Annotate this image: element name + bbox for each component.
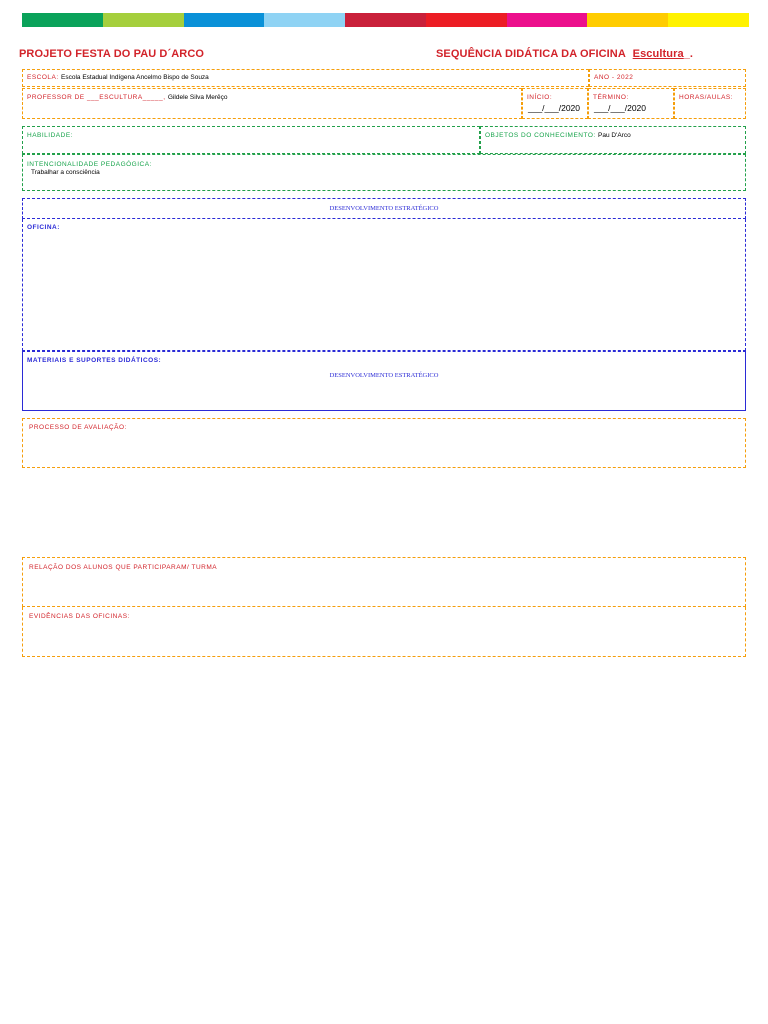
stripe-segment	[264, 13, 345, 27]
intencionalidade-cell	[22, 154, 746, 191]
sequence-title-value: Escultura	[632, 48, 684, 60]
inicio-label: INÍCIO:	[527, 94, 553, 101]
evidencias-cell	[22, 607, 746, 657]
escola-value: Escola Estadual Indígena Ancelmo Bispo de Souza	[61, 74, 209, 81]
professor-label: PROFESSOR DE ___ESCULTURA_____,	[27, 94, 166, 101]
stripe-segment	[22, 13, 103, 27]
sequence-title-prefix: SEQUÊNCIA DIDÁTICA DA OFICINA	[436, 48, 626, 60]
inicio-value: ___/___/2020	[528, 103, 580, 113]
evidencias-label: EVIDÊNCIAS DAS OFICINAS:	[29, 613, 130, 620]
inicio-cell	[522, 88, 588, 119]
color-stripe	[22, 13, 749, 27]
desenvolvimento-heading: DESENVOLVIMENTO ESTRATÉGICO	[329, 205, 439, 212]
horas-label: HORAS/AULAS:	[679, 94, 734, 101]
oficina-cell	[22, 219, 746, 351]
stripe-segment	[345, 13, 426, 27]
intencionalidade-label: INTENCIONALIDADE PEDAGÓGICA:	[27, 161, 152, 168]
sequence-title-suffix: _.	[683, 48, 694, 60]
objetos-label: OBJETOS DO CONHECIMENTO:	[485, 132, 596, 139]
intencionalidade-value: Trabalhar a consciência	[31, 169, 100, 176]
avaliacao-cell	[22, 418, 746, 468]
ano-cell	[589, 69, 746, 87]
professor-cell	[22, 88, 522, 119]
habilidade-cell	[22, 126, 480, 154]
materiais-label: MATERIAIS E SUPORTES DIDÁTICOS:	[27, 357, 162, 364]
objetos-cell	[480, 126, 746, 154]
stripe-segment	[668, 13, 749, 27]
stripe-segment	[507, 13, 588, 27]
sequence-title	[436, 48, 693, 60]
habilidade-label: HABILIDADE:	[27, 132, 73, 139]
relacao-cell	[22, 557, 746, 607]
stripe-segment	[426, 13, 507, 27]
relacao-label: RELAÇÃO DOS ALUNOS QUE PARTICIPARAM/ TURMA	[29, 564, 218, 571]
termino-value: ___/___/2020	[594, 103, 646, 113]
desenvolvimento-repeat-heading: DESENVOLVIMENTO ESTRATÉGICO	[329, 372, 439, 379]
professor-value: Gildele Silva Merêço	[167, 94, 228, 101]
escola-label: ESCOLA:	[27, 74, 59, 81]
avaliacao-label: PROCESSO DE AVALIAÇÃO:	[29, 424, 127, 431]
desenvolvimento-header	[22, 198, 746, 219]
termino-cell	[588, 88, 674, 119]
escola-cell	[22, 69, 589, 87]
stripe-segment	[587, 13, 668, 27]
ano-label: ANO - 2022	[594, 74, 634, 81]
objetos-value: Pau D'Arco	[598, 132, 631, 139]
termino-label: TÉRMINO:	[593, 94, 629, 101]
stripe-segment	[103, 13, 184, 27]
horas-cell	[674, 88, 746, 119]
stripe-segment	[184, 13, 265, 27]
project-title: PROJETO FESTA DO PAU D´ARCO	[19, 48, 205, 60]
materiais-cell	[22, 351, 746, 411]
oficina-label: OFICINA:	[27, 224, 60, 231]
